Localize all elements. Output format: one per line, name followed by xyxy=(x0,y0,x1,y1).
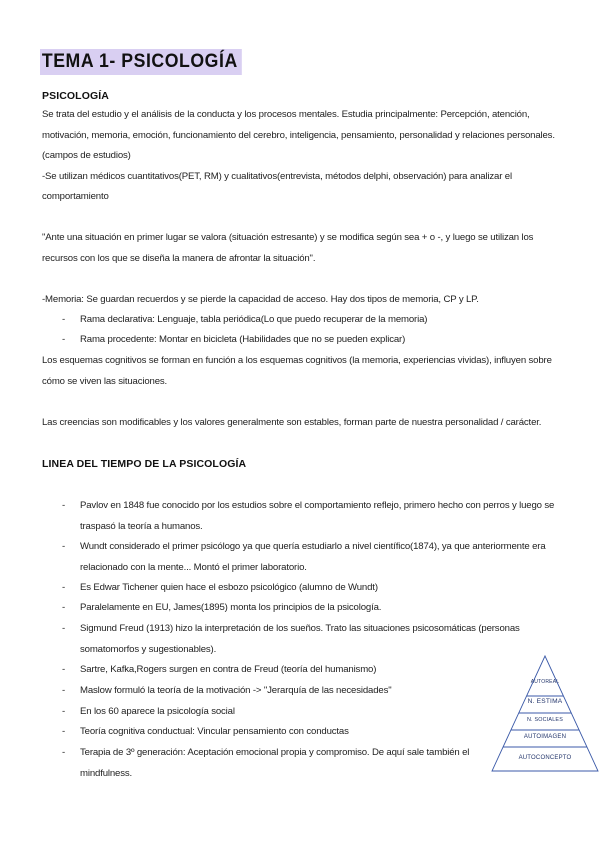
list-dash: - xyxy=(62,500,66,511)
text-line: "Ante una situación en primer lugar se valora (situación estresante) y se modifica según sea + o -, y luego se utilizan los xyxy=(42,232,534,243)
pyramid-level-label: N. SOCIALES xyxy=(526,717,564,723)
text-line: Wundt considerado el primer psicólogo ya que quería estudiarlo a nivel científico(1874), ya que anteriormente era xyxy=(80,541,546,552)
list-dash: - xyxy=(62,541,66,552)
esquemas-paragraph xyxy=(42,351,562,392)
text-line: En los 60 aparece la psicología social xyxy=(80,706,235,717)
list-dash: - xyxy=(62,706,66,717)
text-line: comportamiento xyxy=(42,191,109,202)
intro-paragraph xyxy=(42,105,562,208)
pyramid-outline xyxy=(492,656,598,771)
text-line: Rama procedente: Montar en bicicleta (Habilidades que no se pueden explicar) xyxy=(80,334,406,345)
text-line: Los esquemas cognitivos se forman en función a los esquemas cognitivos (la memoria, experiencias vividas), influyen sobre xyxy=(42,355,552,366)
pyramid-level-label: AUTOREAL xyxy=(530,679,560,685)
page-title: TEMA 1- PSICOLOGÍA xyxy=(40,49,242,75)
text-line: Paralelamente en EU, James(1895) monta los principios de la psicología. xyxy=(80,602,382,613)
text-line: Pavlov en 1848 fue conocido por los estudios sobre el comportamiento reflejo, primero hecho con perros y luego se xyxy=(80,500,555,511)
text-line: Las creencias son modificables y los valores generalmente son estables, forman parte de nuestra personalidad / carácter. xyxy=(42,417,542,428)
text-line: motivación, memoria, emoción, funcionamiento del cerebro, inteligencia, pensamiento, personalidad y relaciones personales. xyxy=(42,129,555,141)
pyramid-level-label: AUTOCONCEPTO xyxy=(518,755,572,761)
list-dash: - xyxy=(62,334,66,345)
text-line: Es Edwar Tichener quien hace el esbozo psicológico (alumno de Wundt) xyxy=(80,582,378,593)
text-line: Maslow formuló la teoría de la motivación -> "Jerarquía de las necesidades" xyxy=(80,685,392,696)
text-line: -Memoria: Se guardan recuerdos y se pierde la capacidad de acceso. Hay dos tipos de memoria, CP y LP. xyxy=(42,294,479,305)
section-heading-psicologia: PSICOLOGÍA xyxy=(42,90,109,102)
text-line: Se trata del estudio y el análisis de la conducta y los procesos mentales. Estudia principalmente: Percepción, atención, xyxy=(42,109,530,120)
quote-paragraph xyxy=(42,228,562,269)
list-dash: - xyxy=(62,623,66,634)
list-dash: - xyxy=(62,602,66,613)
text-line: Teoría cognitiva conductual: Vincular pensamiento con conductas xyxy=(80,726,349,737)
pyramid-level-label: AUTOIMAGEN xyxy=(523,734,567,740)
text-line: (campos de estudios) xyxy=(42,150,131,161)
text-line: recursos con los que se diseña la manera de afrontar la situación". xyxy=(42,252,316,264)
text-line: relacionado con la mente... Montó el primer laboratorio. xyxy=(80,561,307,573)
text-line: mindfulness. xyxy=(80,767,133,779)
text-line: Rama declarativa: Lenguaje, tabla periódica(Lo que puedo recuperar de la memoria) xyxy=(80,314,428,325)
list-dash: - xyxy=(62,726,66,737)
pyramid-level-label: N. ESTIMA xyxy=(527,698,563,705)
text-line: -Se utilizan médicos cuantitativos(PET, RM) y cualitativos(entrevista, métodos delphi, observación) para analizar el xyxy=(42,170,512,182)
text-line: traspasó la teoría a humanos. xyxy=(80,520,203,532)
list-dash: - xyxy=(62,747,66,758)
creencias-paragraph xyxy=(42,413,562,434)
list-dash: - xyxy=(62,582,66,593)
text-line: Sartre, Kafka,Rogers surgen en contra de Freud (teoría del humanismo) xyxy=(80,664,377,675)
text-line: cómo se viven las situaciones. xyxy=(42,375,168,387)
memoria-paragraph xyxy=(42,290,562,311)
text-line: Sigmund Freud (1913) hizo la interpretación de los sueños. Trato las situaciones psicosomáticas (personas xyxy=(80,623,520,634)
list-dash: - xyxy=(62,685,66,696)
section-heading-linea-del-tiempo: LINEA DEL TIEMPO DE LA PSICOLOGÍA xyxy=(42,458,247,470)
text-line: Terapia de 3º generación: Aceptación emocional propia y compromiso. De aquí sale también el xyxy=(80,747,470,758)
list-dash: - xyxy=(62,664,66,675)
list-dash: - xyxy=(62,314,66,325)
text-line: somatomorfos y sugestionables). xyxy=(80,643,217,655)
maslow-pyramid xyxy=(490,654,600,776)
